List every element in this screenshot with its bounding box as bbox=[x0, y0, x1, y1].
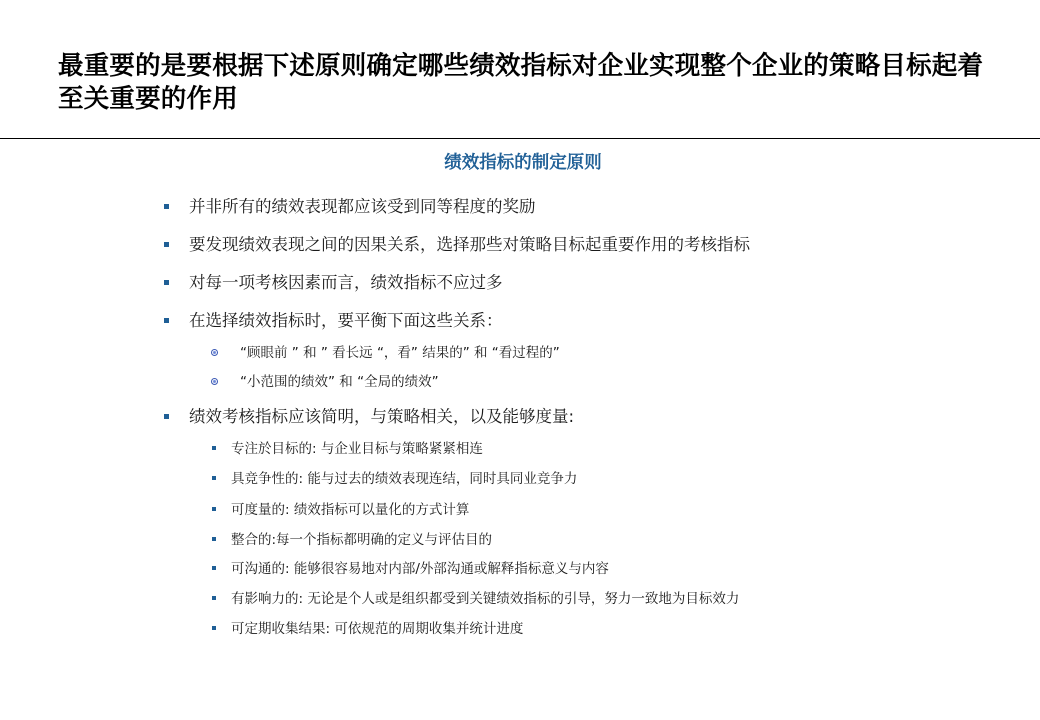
bullet-text: 对每一项考核因素而言，绩效指标不应过多 bbox=[189, 273, 503, 292]
square-bullet-icon bbox=[164, 318, 169, 323]
criteria-text: 有影响力的: 无论是个人或是组织都受到关键绩效指标的引导，努力一致地为目标效力 bbox=[231, 591, 740, 607]
criteria-item bbox=[212, 587, 739, 607]
square-bullet-icon bbox=[212, 537, 216, 541]
bullet-item bbox=[164, 193, 536, 217]
square-bullet-icon bbox=[212, 566, 216, 570]
bullet-item bbox=[164, 269, 503, 293]
criteria-text: 可定期收集结果: 可依规范的周期收集并统计进度 bbox=[231, 621, 524, 637]
square-bullet-icon bbox=[212, 446, 216, 450]
criteria-item bbox=[212, 437, 483, 457]
criteria-item bbox=[212, 617, 523, 637]
circle-bullet-icon bbox=[211, 378, 218, 385]
square-bullet-icon bbox=[212, 626, 216, 630]
sub-bullet-item bbox=[211, 341, 560, 361]
bullet-text: 在选择绩效指标时，要平衡下面这些关系： bbox=[189, 311, 503, 330]
criteria-text: 具竞争性的: 能与过去的绩效表现连结，同时具同业竞争力 bbox=[231, 471, 578, 487]
bullet-item bbox=[164, 403, 574, 427]
bullet-item bbox=[164, 307, 503, 331]
square-bullet-icon bbox=[212, 507, 216, 511]
criteria-item bbox=[212, 467, 577, 487]
square-bullet-icon bbox=[164, 204, 169, 209]
square-bullet-icon bbox=[164, 242, 169, 247]
sub-bullet-text: “顾眼前 ” 和 ” 看长远 “，看” 结果的” 和 “看过程的” bbox=[240, 345, 560, 361]
criteria-item bbox=[212, 498, 469, 518]
sub-bullet-text: “小范围的绩效” 和 “全局的绩效” bbox=[240, 374, 439, 390]
criteria-item bbox=[212, 528, 492, 548]
criteria-text: 可度量的: 绩效指标可以量化的方式计算 bbox=[231, 502, 470, 518]
page-title: 最重要的是要根据下述原则确定哪些绩效指标对企业实现整个企业的策略目标起着至关重要的作用 bbox=[58, 51, 984, 114]
criteria-text: 专注於目标的: 与企业目标与策略紧紧相连 bbox=[231, 441, 483, 457]
circle-bullet-icon bbox=[211, 349, 218, 356]
bullet-text: 要发现绩效表现之间的因果关系，选择那些对策略目标起重要作用的考核指标 bbox=[189, 235, 750, 254]
section-subtitle: 绩效指标的制定原则 bbox=[444, 153, 602, 173]
square-bullet-icon bbox=[164, 280, 169, 285]
criteria-item bbox=[212, 557, 609, 577]
sub-bullet-item bbox=[211, 370, 439, 390]
square-bullet-icon bbox=[212, 596, 216, 600]
criteria-text: 可沟通的: 能够很容易地对内部/外部沟通或解释指标意义与内容 bbox=[231, 561, 609, 577]
bullet-text: 并非所有的绩效表现都应该受到同等程度的奖励 bbox=[189, 197, 536, 216]
square-bullet-icon bbox=[212, 476, 216, 480]
bullet-text: 绩效考核指标应该简明，与策略相关，以及能够度量: bbox=[189, 407, 575, 426]
bullet-item bbox=[164, 231, 750, 255]
square-bullet-icon bbox=[164, 414, 169, 419]
title-divider bbox=[0, 138, 1040, 139]
criteria-text: 整合的:每一个指标都明确的定义与评估目的 bbox=[231, 532, 493, 548]
